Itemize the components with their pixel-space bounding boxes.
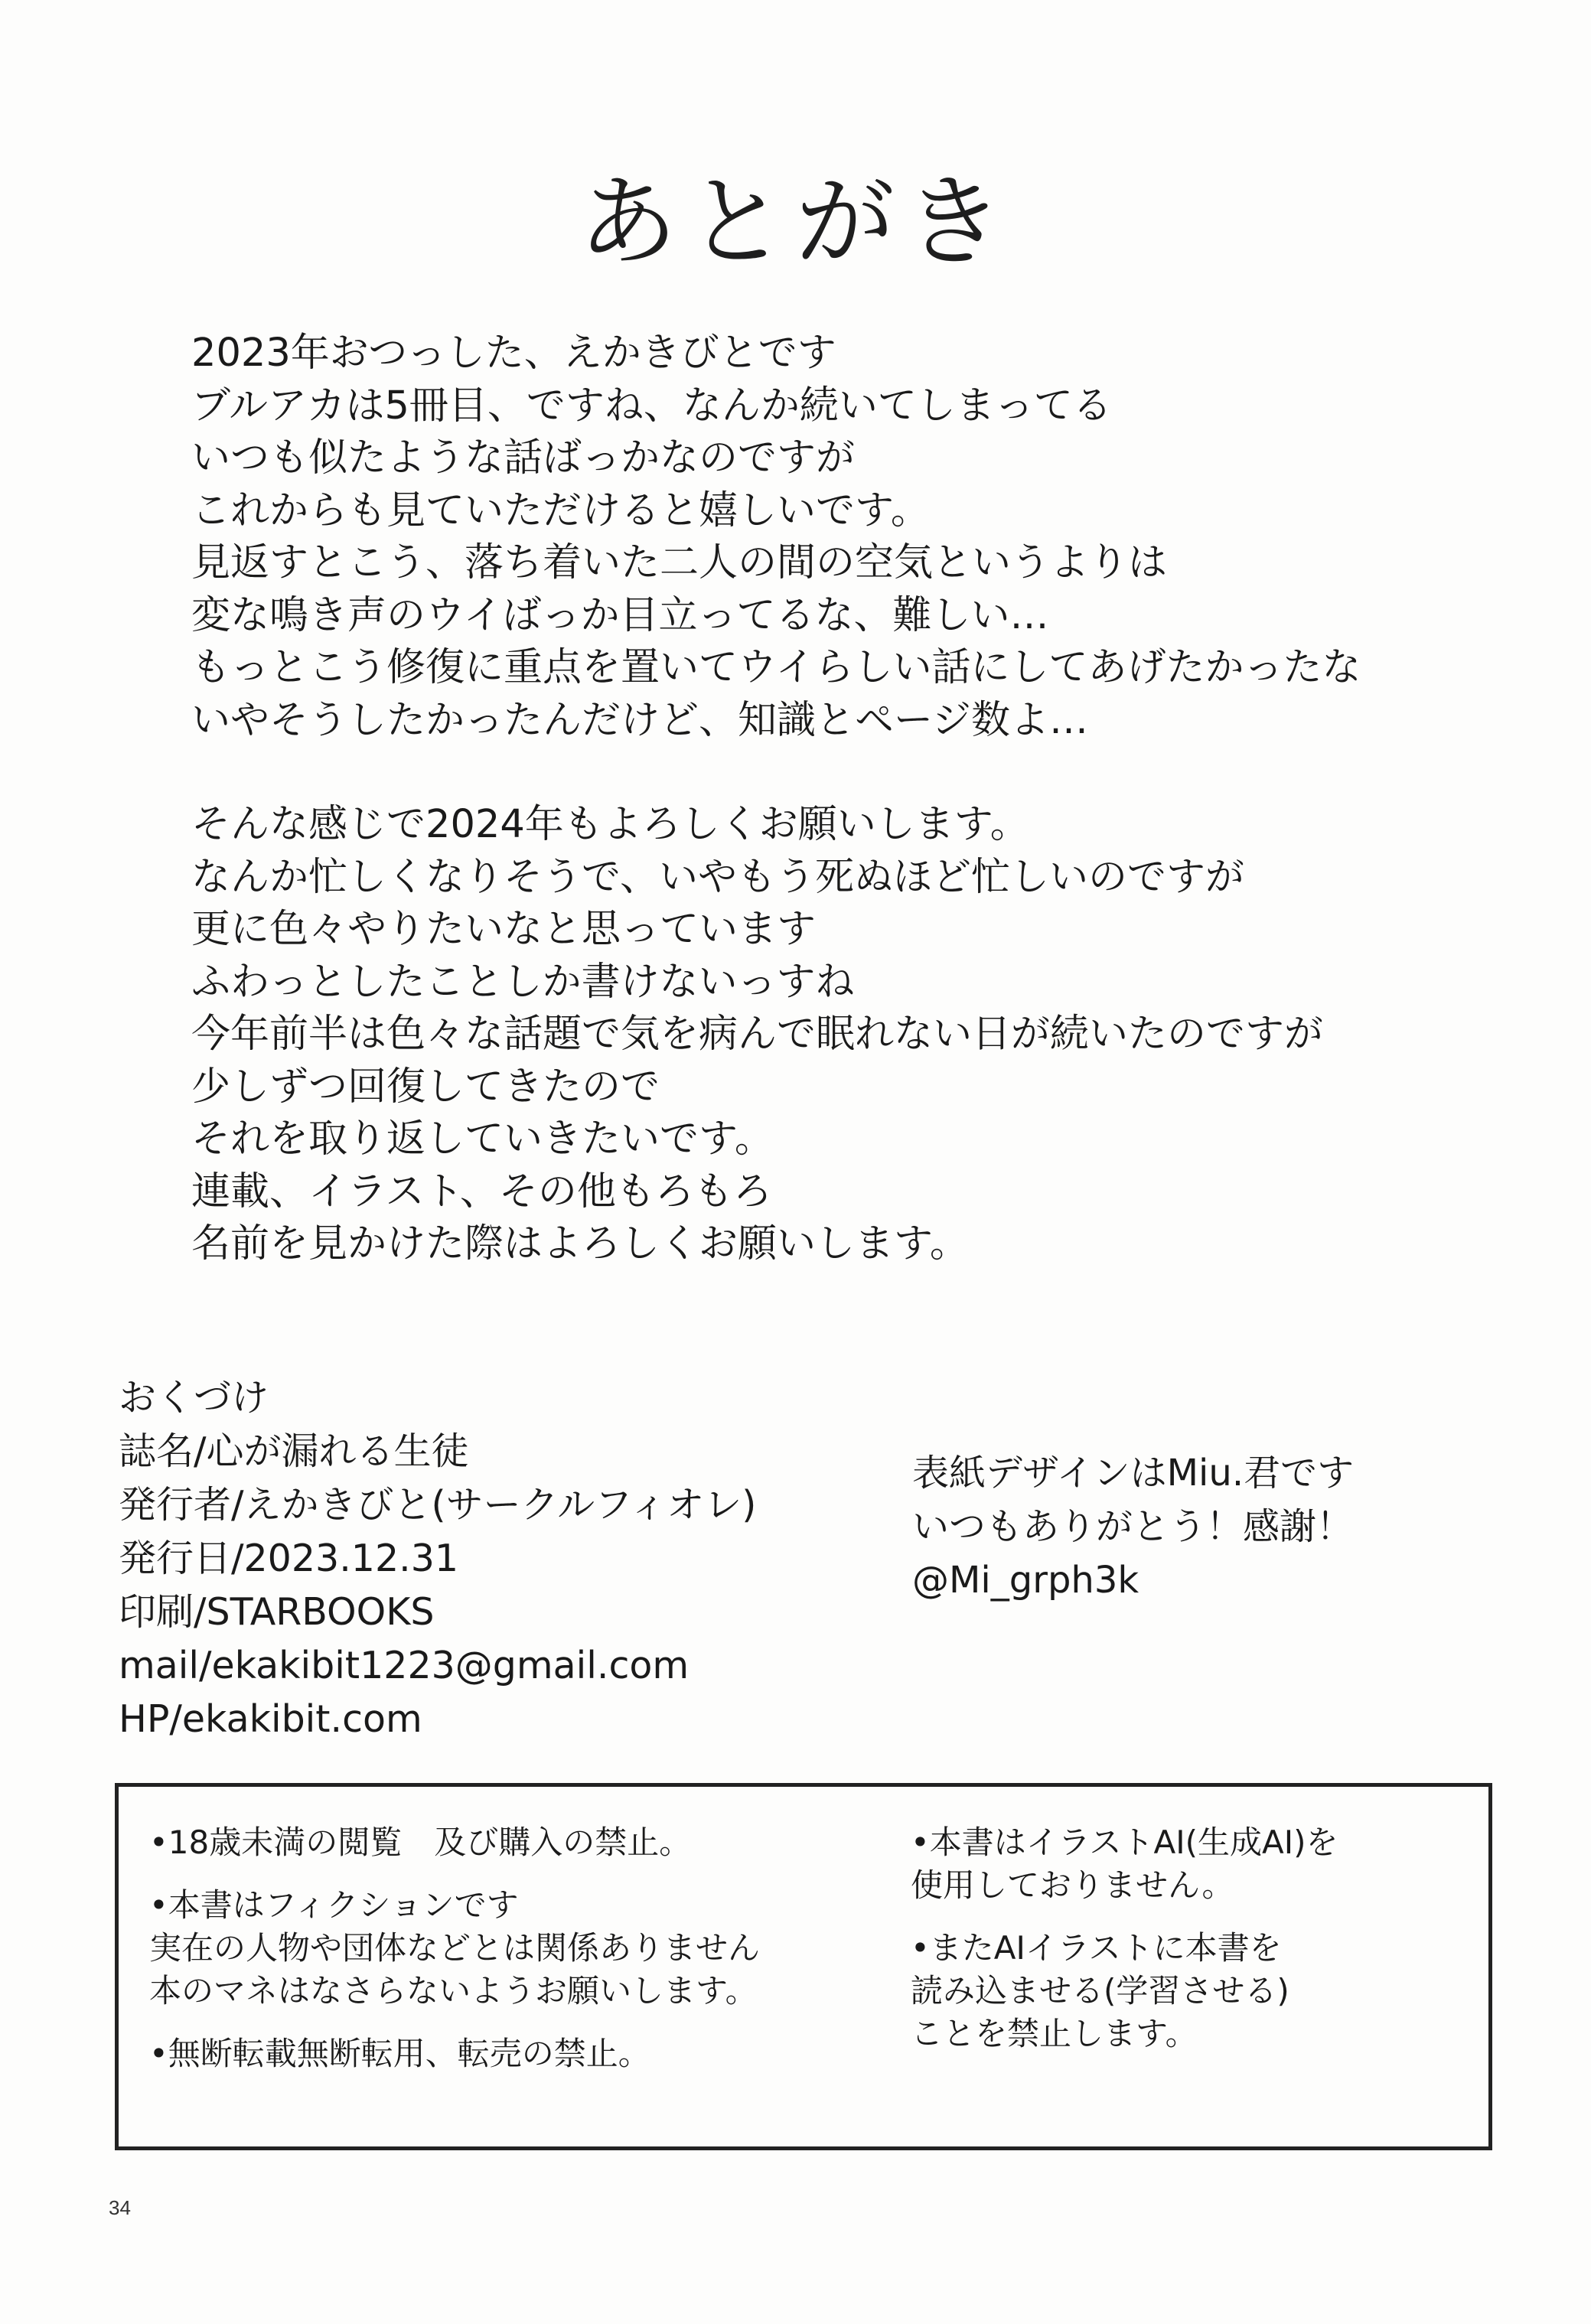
notice-item: [149, 1821, 760, 1864]
text-line: 更に色々やりたいなと思っています: [191, 907, 817, 952]
text-line: 見返すとこう、落ち着いた二人の間の空気というよりは: [191, 540, 1168, 585]
notice-line: 実在の人物や団体などとは関係ありません: [149, 1929, 761, 1967]
text-line: ブルアカは5冊目、ですね、なんか続いてしまってる: [191, 383, 1112, 429]
text-line: いつも似たような話ばっかなのですが: [191, 435, 856, 481]
text-line: ふわっとしたことしか書けないっすね: [191, 959, 855, 1005]
credit-line: いつもありがとう！感謝！: [912, 1505, 1354, 1548]
page-title: あとがき: [578, 164, 1013, 280]
notice-column-left: [149, 1821, 760, 2075]
afterword-paragraph: [191, 799, 1492, 1271]
text-line: いやそうしたかったんだけど、知識とページ数よ…: [191, 697, 1088, 743]
text-line: そんな感じで2024年もよろしくお願いします。: [191, 802, 1029, 847]
colophon-date: 発行日/2023.12.31: [119, 1537, 459, 1580]
text-line: なんか忙しくなりそうで、いやもう死ぬほど忙しいのですが: [191, 854, 1244, 900]
afterword-text: [191, 328, 1492, 1271]
notice-line: •本書はフィクションです: [149, 1886, 519, 1924]
notice-item: [149, 2032, 760, 2075]
page-number: 34: [109, 2196, 131, 2219]
credit-line: 表紙デザインはMiu.君です: [912, 1452, 1355, 1494]
colophon: [119, 1371, 756, 1746]
colophon-heading: おくづけ: [119, 1376, 269, 1419]
text-line: もっとこう修復に重点を置いてウイらしい話にしてあげたかったな: [191, 645, 1361, 690]
text-line: これからも見ていただけると嬉しいです。: [191, 487, 930, 533]
colophon-publisher: 発行者/えかきびと(サークルフィオレ): [119, 1483, 757, 1527]
text-line: 変な鳴き声のウイばっか目立ってるな、難しい…: [191, 592, 1049, 638]
text-line: 2023年おつっした、えかきびとです: [191, 331, 836, 376]
colophon-homepage: HP/ekakibit.com: [119, 1697, 422, 1741]
notice-item: [149, 1884, 760, 2013]
notice-line: ことを禁止します。: [911, 2015, 1198, 2052]
text-line: 少しずつ回復してきたので: [191, 1064, 660, 1110]
text-line: 今年前半は色々な話題で気を病んで眠れない日が続いたのですが: [191, 1012, 1324, 1057]
notice-item: [911, 1821, 1338, 1907]
colophon-mail: mail/ekakibit1223@gmail.com: [119, 1644, 690, 1687]
colophon-title: 誌名/心が漏れる生徒: [119, 1429, 469, 1473]
notice-item: [911, 1927, 1338, 2055]
notice-line: 使用しておりません。: [911, 1866, 1234, 1904]
notice-line: •無断転載無断転用、転売の禁止。: [149, 2035, 650, 2072]
cover-design-credit: [912, 1446, 1354, 1607]
text-line: 連載、イラスト、その他もろもろ: [191, 1169, 772, 1214]
notice-box: [115, 1783, 1492, 2150]
text-line: 名前を見かけた際はよろしくお願いします。: [191, 1221, 969, 1266]
notice-column-right: [911, 1821, 1338, 2055]
credit-handle: @Mi_grph3k: [912, 1559, 1139, 1602]
notice-line: •18歳未満の閲覧 及び購入の禁止。: [149, 1824, 692, 1861]
notice-line: •またAIイラストに本書を: [911, 1929, 1282, 1967]
colophon-printer: 印刷/STARBOOKS: [119, 1590, 435, 1634]
afterword-paragraph: [191, 328, 1492, 747]
notice-line: 読み込ませる(学習させる): [911, 1972, 1289, 2009]
notice-line: 本のマネはなさらないようお願いします。: [149, 1972, 758, 2009]
notice-line: •本書はイラストAI(生成AI)を: [911, 1824, 1338, 1861]
text-line: それを取り返していきたいです。: [191, 1116, 774, 1162]
